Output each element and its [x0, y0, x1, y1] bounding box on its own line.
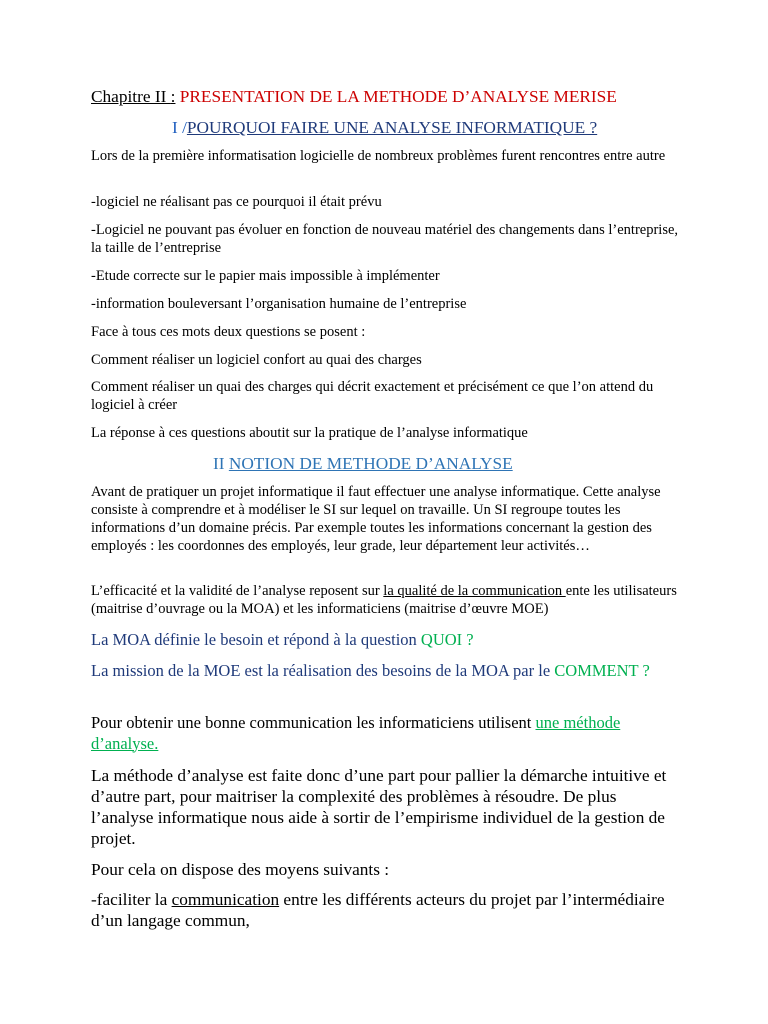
section-2-title: NOTION DE METHODE D’ANALYSE: [228, 454, 513, 473]
paragraph: Pour cela on dispose des moyens suivants :: [91, 860, 390, 879]
method-link[interactable]: une méthode d’analyse.: [91, 713, 621, 753]
moe-text: La mission de la MOE est la réalisation des besoins de la MOA par le: [91, 661, 555, 680]
paragraph: -Etude correcte sur le papier mais impossible à implémenter: [91, 268, 440, 284]
means1-underlined: communication: [171, 890, 280, 909]
moa-text: La MOA définie le besoin et répond à la question: [91, 630, 421, 649]
moe-keyword: COMMENT ?: [554, 661, 650, 680]
para2-end: ente les utilisateurs (maitrise d’ouvrage ou la MOA) et les informaticiens (maitrise d’œuvre MOE): [91, 583, 677, 617]
means1-start: -faciliter la: [91, 890, 172, 909]
section-1-title: POURQUOI FAIRE UNE ANALYSE INFORMATIQUE ?: [186, 118, 598, 137]
comm-text: Pour obtenir une bonne communication les informaticiens utilisent: [91, 713, 536, 732]
section-2-heading: [213, 453, 693, 474]
paragraph: Avant de pratiquer un projet informatique il faut effectuer une analyse informatique. Cette analyse consiste à comprendre et à modéliser le SI sur lequel on travaille. Un SI regroupe toutes les informations d’un domaine précis. Par exemple toutes les informations concernant la gestion des employés : les coordonnes des employés, leur grade, leur département leur activités…: [91, 484, 661, 554]
paragraph: -Logiciel ne pouvant pas évoluer en fonction de nouveau matériel des changements dans l’entreprise, la taille de l’entreprise: [91, 222, 679, 256]
means-item: [91, 889, 681, 931]
paragraph: Lors de la première informatisation logicielle de nombreux problèmes furent rencontres entre autre: [91, 148, 666, 164]
paragraph: La réponse à ces questions aboutit sur la pratique de l’analyse informatique: [91, 425, 528, 441]
section-2-prefix: II: [213, 454, 229, 473]
section-1-prefix: I /: [172, 118, 187, 137]
moe-paragraph: [91, 661, 681, 682]
paragraph: -information bouleversant l’organisation humaine de l’entreprise: [91, 296, 467, 312]
paragraph-communication: [91, 582, 681, 618]
para2-start: L’efficacité et la validité de l’analyse reposent sur: [91, 583, 384, 599]
paragraph: -logiciel ne réalisant pas ce pourquoi il était prévu: [91, 194, 382, 210]
moa-paragraph: [91, 630, 681, 651]
chapter-heading: [91, 86, 681, 107]
chapter-label: Chapitre II: [91, 87, 171, 106]
paragraph: Face à tous ces mots deux questions se posent :: [91, 324, 366, 340]
chapter-separator: :: [170, 87, 176, 106]
means1-end: entre les différents acteurs du projet par l’intermédiaire d’un langage commun,: [91, 890, 665, 930]
communication-paragraph: [91, 713, 681, 754]
paragraph: Comment réaliser un quai des charges qui décrit exactement et précisément ce que l’on attend du logiciel à créer: [91, 379, 654, 413]
paragraph: Comment réaliser un logiciel confort au quai des charges: [91, 352, 422, 368]
section-1-heading: [172, 117, 692, 138]
moa-keyword: QUOI ?: [420, 630, 474, 649]
chapter-title: PRESENTATION DE LA METHODE D’ANALYSE MERISE: [175, 87, 617, 106]
para2-underlined: la qualité de la communication: [383, 583, 566, 599]
paragraph: La méthode d’analyse est faite donc d’une part pour pallier la démarche intuitive et d’autre part, pour maitriser la complexité des problèmes à résoudre. De plus l’analyse informatique nous aide à sortir de l’empirisme individuel de la gestion de projet.: [91, 766, 667, 848]
